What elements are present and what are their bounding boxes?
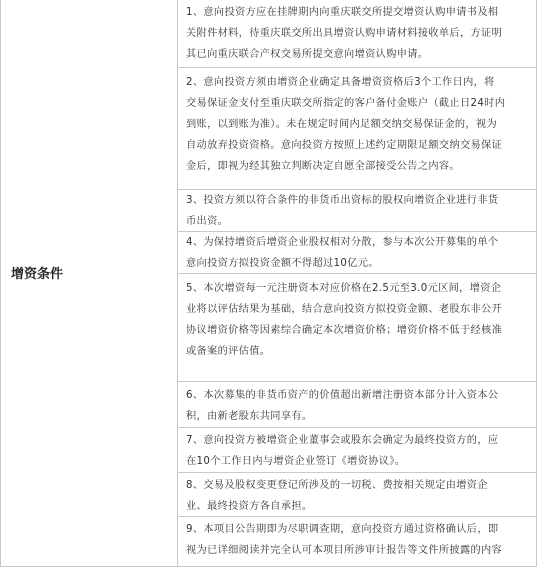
- text-line: 3、投资方须以符合条件的非货币出资标的股权向增资企业进行非货: [186, 195, 499, 206]
- text-line: 2、意向投资方须由增资企业确定具备增资资格后3个工作日内，将: [186, 77, 495, 88]
- text-line: 8、交易及股权变更登记所涉及的一切税、费按相关规定由增资企: [186, 480, 488, 491]
- text-line: 视为已详细阅读并完全认可本项目所涉审计报告等文件所披露的内容: [186, 545, 503, 556]
- text-line: 意向投资方拟投资金额不得超过10亿元。: [186, 258, 379, 269]
- condition-paragraph-5: [178, 274, 536, 382]
- text-line: 或备案的评估值。: [186, 346, 271, 357]
- text-line: 币出资。: [186, 216, 229, 227]
- text-line: 关附件材料，待重庆联交所出具增资认购申请材料接收单后，方证明: [186, 28, 503, 39]
- content-cell: [178, 0, 536, 566]
- condition-paragraph-2: [178, 68, 536, 190]
- label-cell: [1, 0, 178, 566]
- text-line: 6、本次募集的非货币资产的价值超出新增注册资本部分计入资本公: [186, 390, 499, 401]
- text-line: 7、意向投资方被增资企业董事会或股东会确定为最终投资方的，应: [186, 435, 499, 446]
- condition-paragraph-1: [178, 0, 536, 68]
- condition-paragraph-7: [178, 428, 536, 473]
- text-line: 积，由新老股东共同享有。: [186, 411, 313, 422]
- text-line: 交易保证金支付至重庆联交所指定的客户备付金账户（截止日24时内: [186, 98, 506, 109]
- condition-paragraph-8: [178, 473, 536, 517]
- text-line: 协议增资价格等因素综合确定本次增资价格；增资价格不低于经核准: [186, 325, 503, 336]
- condition-paragraph-9: [178, 517, 536, 567]
- condition-paragraph-3: [178, 190, 536, 232]
- text-line: 业将以评估结果为基础，结合意向投资方拟投资金额、老股东非公开: [186, 304, 503, 315]
- text-line: 9、本项目公告期即为尽职调查期，意向投资方通过资格确认后，即: [186, 524, 499, 535]
- text-line: 自动放弃投资资格。意向投资方按照上述约定期限足额交纳交易保证: [186, 140, 503, 151]
- condition-paragraph-4: [178, 232, 536, 274]
- condition-paragraph-6: [178, 382, 536, 428]
- text-line: 4、为保持增资后增资企业股权相对分散，参与本次公开募集的单个: [186, 237, 499, 248]
- text-line: 金后，即视为经其独立判断决定自愿全部接受公告之内容。: [186, 161, 460, 172]
- text-line: 5、本次增资每一元注册资本对应价格在2.5元至3.0元区间，增资企: [186, 283, 502, 294]
- text-line: 到账，以到账为准）。未在规定时间内足额交纳交易保证金的，视为: [186, 119, 498, 130]
- row-label: 增资条件: [11, 266, 64, 282]
- text-line: 1、意向投资方应在挂牌期内向重庆联交所提交增资认购申请书及相: [186, 7, 499, 18]
- text-line: 在10个工作日内与增资企业签订《增资协议》。: [186, 456, 406, 467]
- text-line: 业、最终投资方各自承担。: [186, 501, 313, 512]
- text-line: 其已向重庆联合产权交易所提交意向增资认购申请。: [186, 49, 429, 60]
